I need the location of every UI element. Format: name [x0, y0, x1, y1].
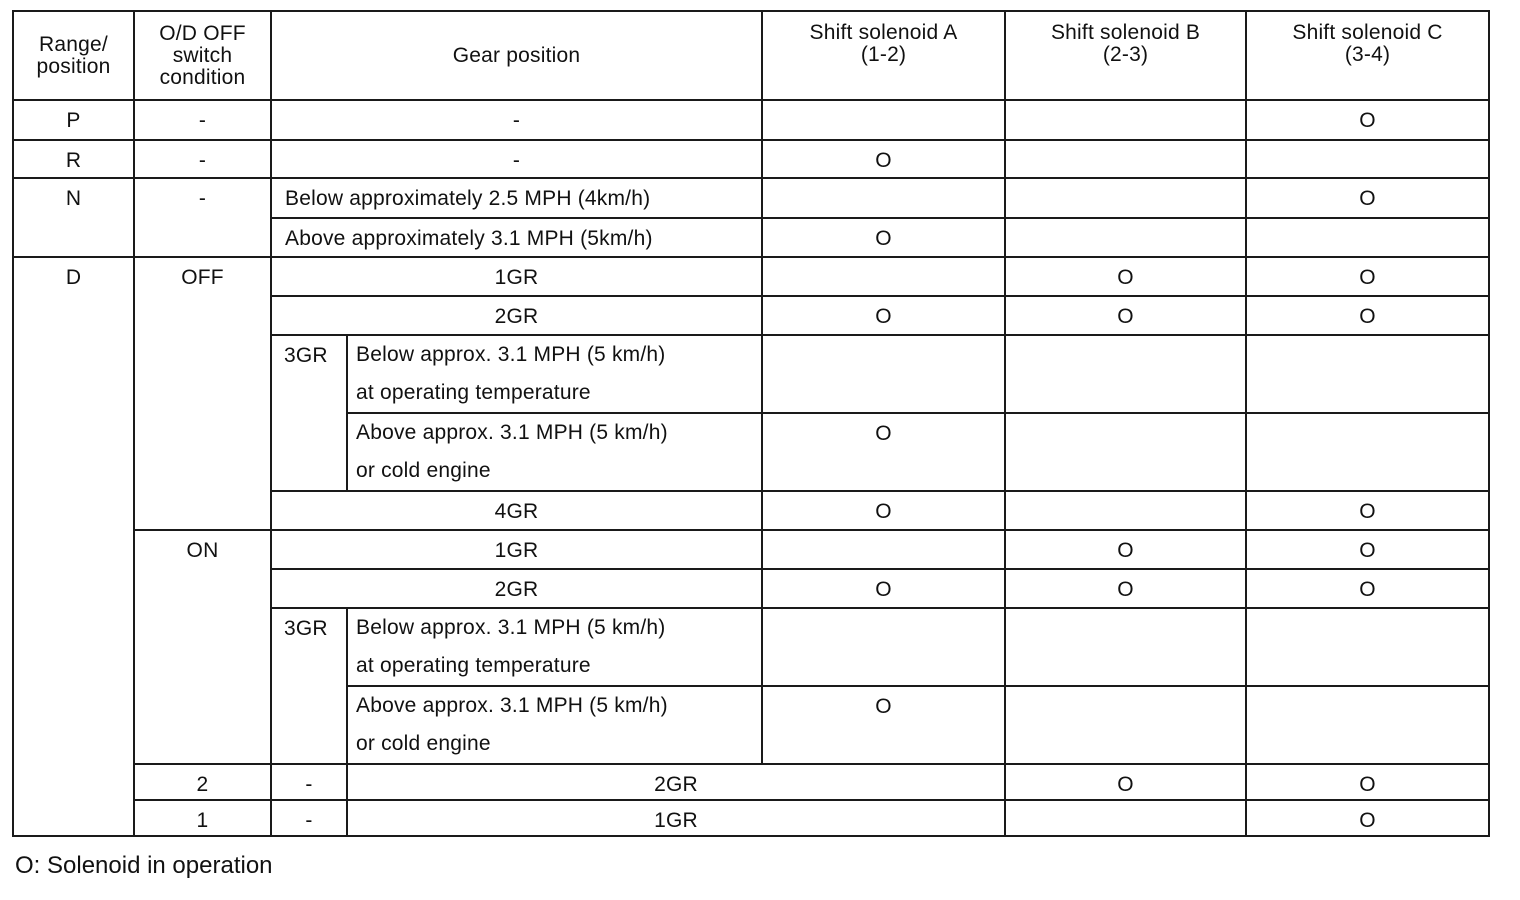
header-solenoid-b-shift: (2-3): [1102, 43, 1149, 66]
solenoid-b-cell: [1005, 100, 1246, 140]
od-switch-cell: ON: [134, 530, 271, 764]
solenoid-a-cell: O: [762, 296, 1005, 335]
solenoid-b-cell: O: [1005, 296, 1246, 335]
gear-condition-cell: [347, 413, 762, 491]
condition-line: at operating temperature: [356, 654, 591, 677]
gear-condition-cell: [347, 335, 762, 413]
solenoid-a-cell: [762, 100, 1005, 140]
header-od-switch: O/D OFF switch condition: [134, 11, 271, 100]
condition-line: Above approx. 3.1 MPH (5 km/h): [356, 421, 668, 444]
condition-line: Below approx. 3.1 MPH (5 km/h): [356, 616, 666, 639]
solenoid-a-cell: O: [762, 686, 1005, 764]
solenoid-b-cell: [1005, 608, 1246, 686]
solenoid-a-cell: [762, 178, 1005, 218]
range-cell: P: [13, 100, 134, 140]
gear-cell: -: [271, 100, 762, 140]
solenoid-a-cell: O: [762, 491, 1005, 530]
od-switch-cell: -: [271, 800, 347, 836]
solenoid-b-cell: [1005, 140, 1246, 178]
table-row: [13, 257, 1489, 296]
gear-cell: 1GR: [347, 800, 1005, 836]
gear-cell: Above approximately 3.1 MPH (5km/h): [271, 218, 762, 257]
solenoid-b-cell: O: [1005, 569, 1246, 608]
range-cell: 2: [134, 764, 271, 800]
header-solenoid-b: [1005, 11, 1246, 100]
solenoid-a-cell: [762, 335, 1005, 413]
solenoid-a-cell: [1005, 800, 1246, 836]
condition-line: at operating temperature: [356, 381, 591, 404]
solenoid-a-cell: O: [762, 413, 1005, 491]
header-range: Range/ position: [13, 11, 134, 100]
solenoid-b-cell: O: [1005, 530, 1246, 569]
header-gear-position: Gear position: [271, 11, 762, 100]
solenoid-b-cell: [1005, 335, 1246, 413]
solenoid-a-cell: O: [762, 569, 1005, 608]
od-switch-cell: -: [271, 764, 347, 800]
solenoid-b-cell: [1005, 178, 1246, 218]
table-row: [13, 100, 1489, 140]
gear-cell: 2GR: [271, 569, 762, 608]
gear-sub-cell: 3GR: [271, 608, 347, 764]
solenoid-c-cell: O: [1246, 178, 1489, 218]
solenoid-c-cell: [1246, 608, 1489, 686]
gear-cell: 4GR: [271, 491, 762, 530]
od-switch-cell: -: [134, 100, 271, 140]
solenoid-a-cell: [762, 608, 1005, 686]
solenoid-b-cell: [1005, 491, 1246, 530]
solenoid-c-cell: [1246, 686, 1489, 764]
od-switch-cell: -: [134, 178, 271, 257]
solenoid-c-cell: O: [1246, 491, 1489, 530]
solenoid-b-cell: O: [1005, 257, 1246, 296]
od-switch-cell: -: [134, 140, 271, 178]
gear-cell: 1GR: [271, 530, 762, 569]
condition-line: or cold engine: [356, 459, 491, 482]
solenoid-a-cell: [762, 257, 1005, 296]
solenoid-a-cell: O: [762, 218, 1005, 257]
range-cell: D: [13, 257, 134, 836]
solenoid-c-cell: O: [1246, 100, 1489, 140]
header-solenoid-c-name: Shift solenoid C: [1292, 21, 1443, 44]
header-solenoid-c-shift: (3-4): [1344, 43, 1391, 66]
gear-cell: Below approximately 2.5 MPH (4km/h): [271, 178, 762, 218]
range-cell: N: [13, 178, 134, 257]
header-solenoid-a-name: Shift solenoid A: [809, 21, 958, 44]
od-switch-cell: OFF: [134, 257, 271, 530]
solenoid-b-cell: O: [1246, 800, 1489, 836]
solenoid-a-cell: O: [1005, 764, 1246, 800]
table-row: [13, 178, 1489, 218]
table-row: [13, 800, 1489, 836]
solenoid-a-cell: [762, 530, 1005, 569]
solenoid-b-cell: [1005, 218, 1246, 257]
table-row: [13, 140, 1489, 178]
solenoid-c-cell: [1246, 335, 1489, 413]
gear-cell: 2GR: [271, 296, 762, 335]
condition-line: Below approx. 3.1 MPH (5 km/h): [356, 343, 666, 366]
gear-sub-cell: 3GR: [271, 335, 347, 491]
gear-condition-cell: [347, 608, 762, 686]
solenoid-a-cell: O: [762, 140, 1005, 178]
shift-solenoid-table: [12, 10, 1490, 837]
solenoid-c-cell: O: [1246, 257, 1489, 296]
solenoid-b-cell: O: [1246, 764, 1489, 800]
condition-line: or cold engine: [356, 732, 491, 755]
header-row: [13, 11, 1489, 100]
header-solenoid-c: [1246, 11, 1489, 100]
condition-line: Above approx. 3.1 MPH (5 km/h): [356, 694, 668, 717]
gear-cell: 1GR: [271, 257, 762, 296]
solenoid-c-cell: [1246, 413, 1489, 491]
solenoid-c-cell: [1246, 218, 1489, 257]
solenoid-b-cell: [1005, 413, 1246, 491]
header-solenoid-a-shift: (1-2): [860, 43, 907, 66]
range-cell: 1: [134, 800, 271, 836]
gear-cell: -: [271, 140, 762, 178]
solenoid-c-cell: O: [1246, 530, 1489, 569]
table-row: [13, 764, 1489, 800]
header-solenoid-b-name: Shift solenoid B: [1050, 21, 1201, 44]
range-cell: R: [13, 140, 134, 178]
solenoid-c-cell: O: [1246, 569, 1489, 608]
table-row: [13, 530, 1489, 569]
gear-cell: 2GR: [347, 764, 1005, 800]
header-solenoid-a: [762, 11, 1005, 100]
legend-note: O: Solenoid in operation: [15, 852, 273, 879]
solenoid-b-cell: [1005, 686, 1246, 764]
solenoid-c-cell: O: [1246, 296, 1489, 335]
gear-condition-cell: [347, 686, 762, 764]
solenoid-c-cell: [1246, 140, 1489, 178]
